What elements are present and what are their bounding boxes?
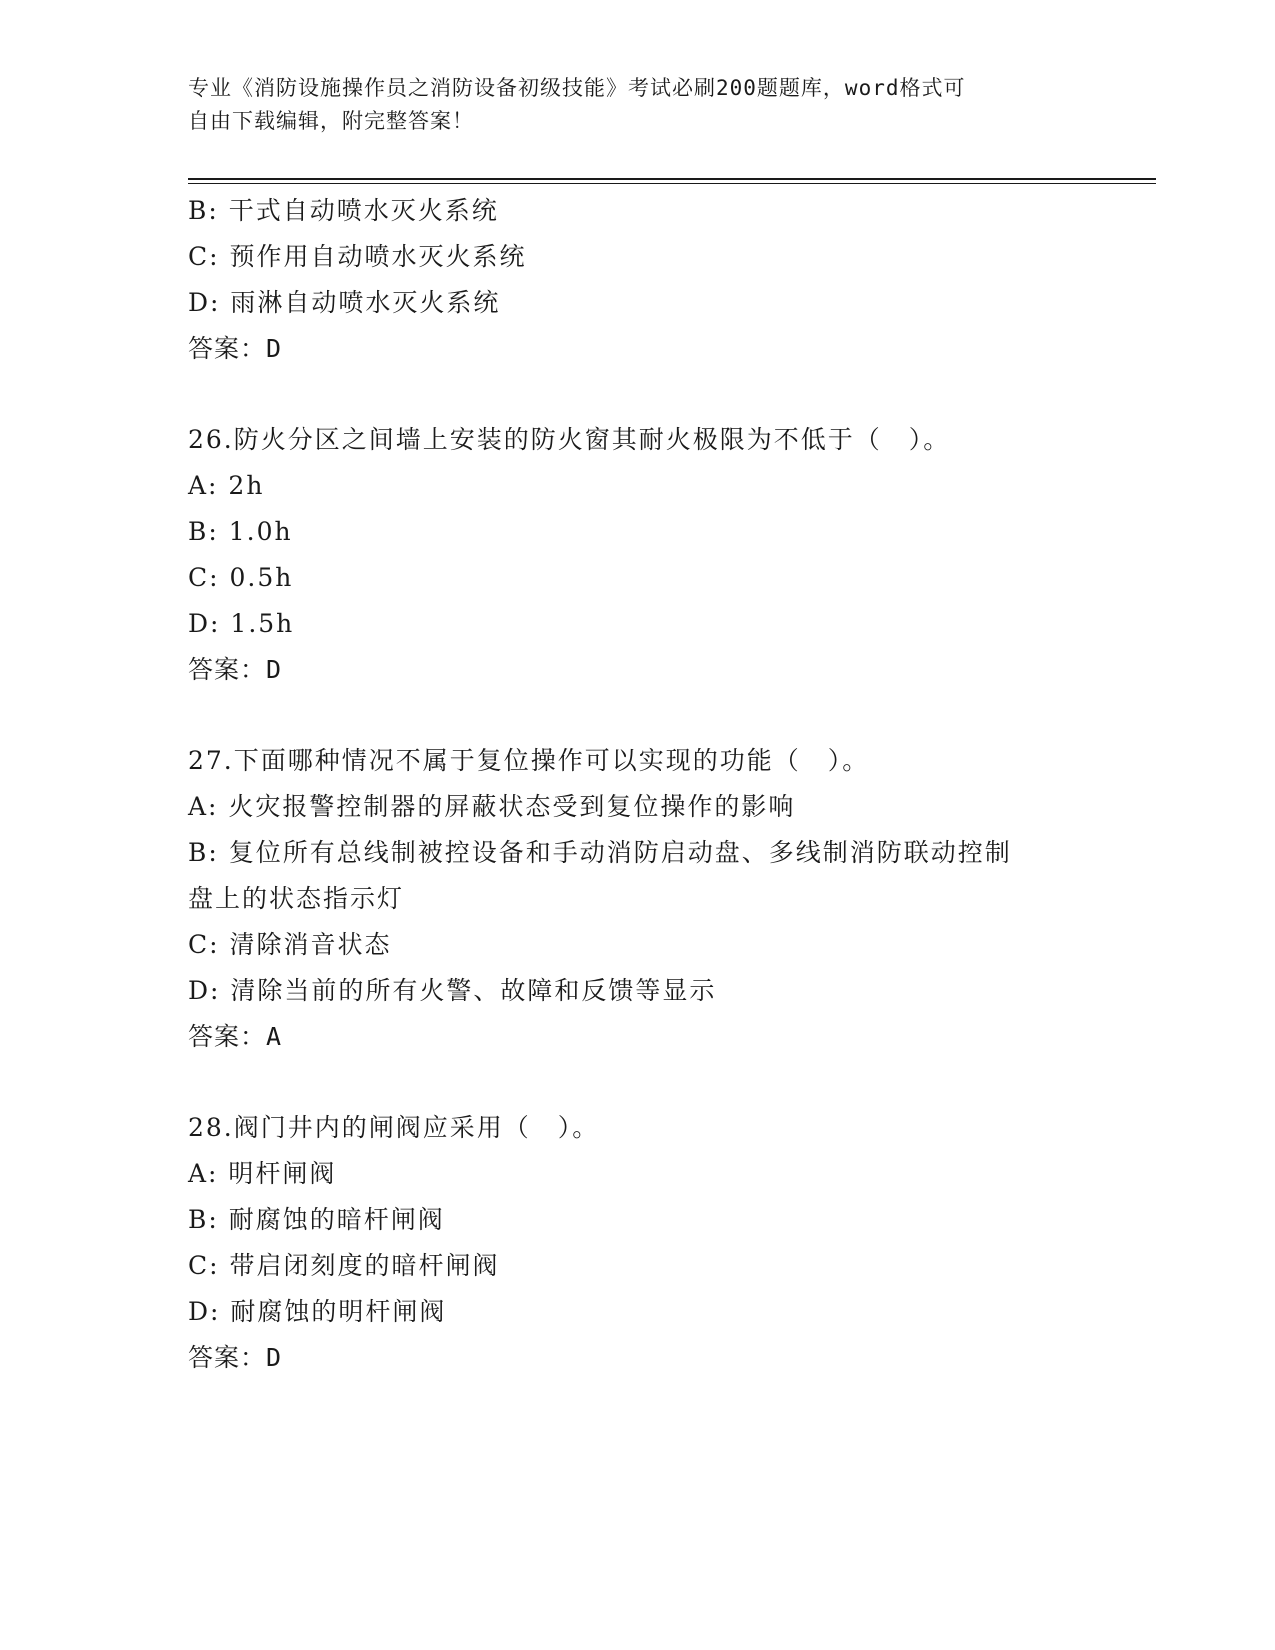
question-text: 27.下面哪种情况不属于复位操作可以实现的功能（ ）。 [188,746,870,775]
answer-line: 答案：D [188,1343,283,1372]
question-26 [188,417,1088,693]
header-title-line-1: 专业《消防设施操作员之消防设备初级技能》考试必刷200题题库，word格式可 [188,76,966,100]
option-d: D: 耐腐蚀的明杆闸阀 [188,1297,447,1326]
option-c: C: 带启闭刻度的暗杆闸阀 [188,1251,500,1280]
spacer [188,693,1088,738]
question-text: 28.阀门井内的闸阀应采用（ ）。 [188,1113,600,1142]
question-25-continued [188,188,1088,372]
answer-line: 答案：A [188,1022,283,1051]
answer-line: 答案：D [188,655,283,684]
document-header [188,72,1088,138]
spacer [188,1060,1088,1105]
header-divider-thin [188,183,1156,184]
option-d: D: 雨淋自动喷水灭火系统 [188,288,501,317]
option-d: D: 1.5h [188,609,295,638]
option-d: D: 清除当前的所有火警、故障和反馈等显示 [188,976,717,1005]
option-b-line-2: 盘上的状态指示灯 [188,884,405,913]
option-b: B: 干式自动喷水灭火系统 [188,196,499,225]
option-b: B: 耐腐蚀的暗杆闸阀 [188,1205,445,1234]
option-c: C: 0.5h [188,563,294,592]
option-a: A: 明杆闸阀 [188,1159,337,1188]
question-text: 26.防火分区之间墙上安装的防火窗其耐火极限为不低于（ ）。 [188,425,951,454]
option-c: C: 清除消音状态 [188,930,392,959]
answer-line: 答案：D [188,334,283,363]
option-b-line-1: B: 复位所有总线制被控设备和手动消防启动盘、多线制消防联动控制 [188,838,1012,867]
question-28 [188,1105,1088,1381]
option-b: B: 1.0h [188,517,293,546]
option-a: A: 火灾报警控制器的屏蔽状态受到复位操作的影响 [188,792,796,821]
spacer [188,372,1088,417]
option-c: C: 预作用自动喷水灭火系统 [188,242,527,271]
option-a: A: 2h [188,471,265,500]
header-title-line-2: 自由下载编辑，附完整答案！ [188,109,474,133]
header-divider-thick [188,178,1156,180]
question-content [188,188,1088,1381]
question-27 [188,738,1088,1060]
